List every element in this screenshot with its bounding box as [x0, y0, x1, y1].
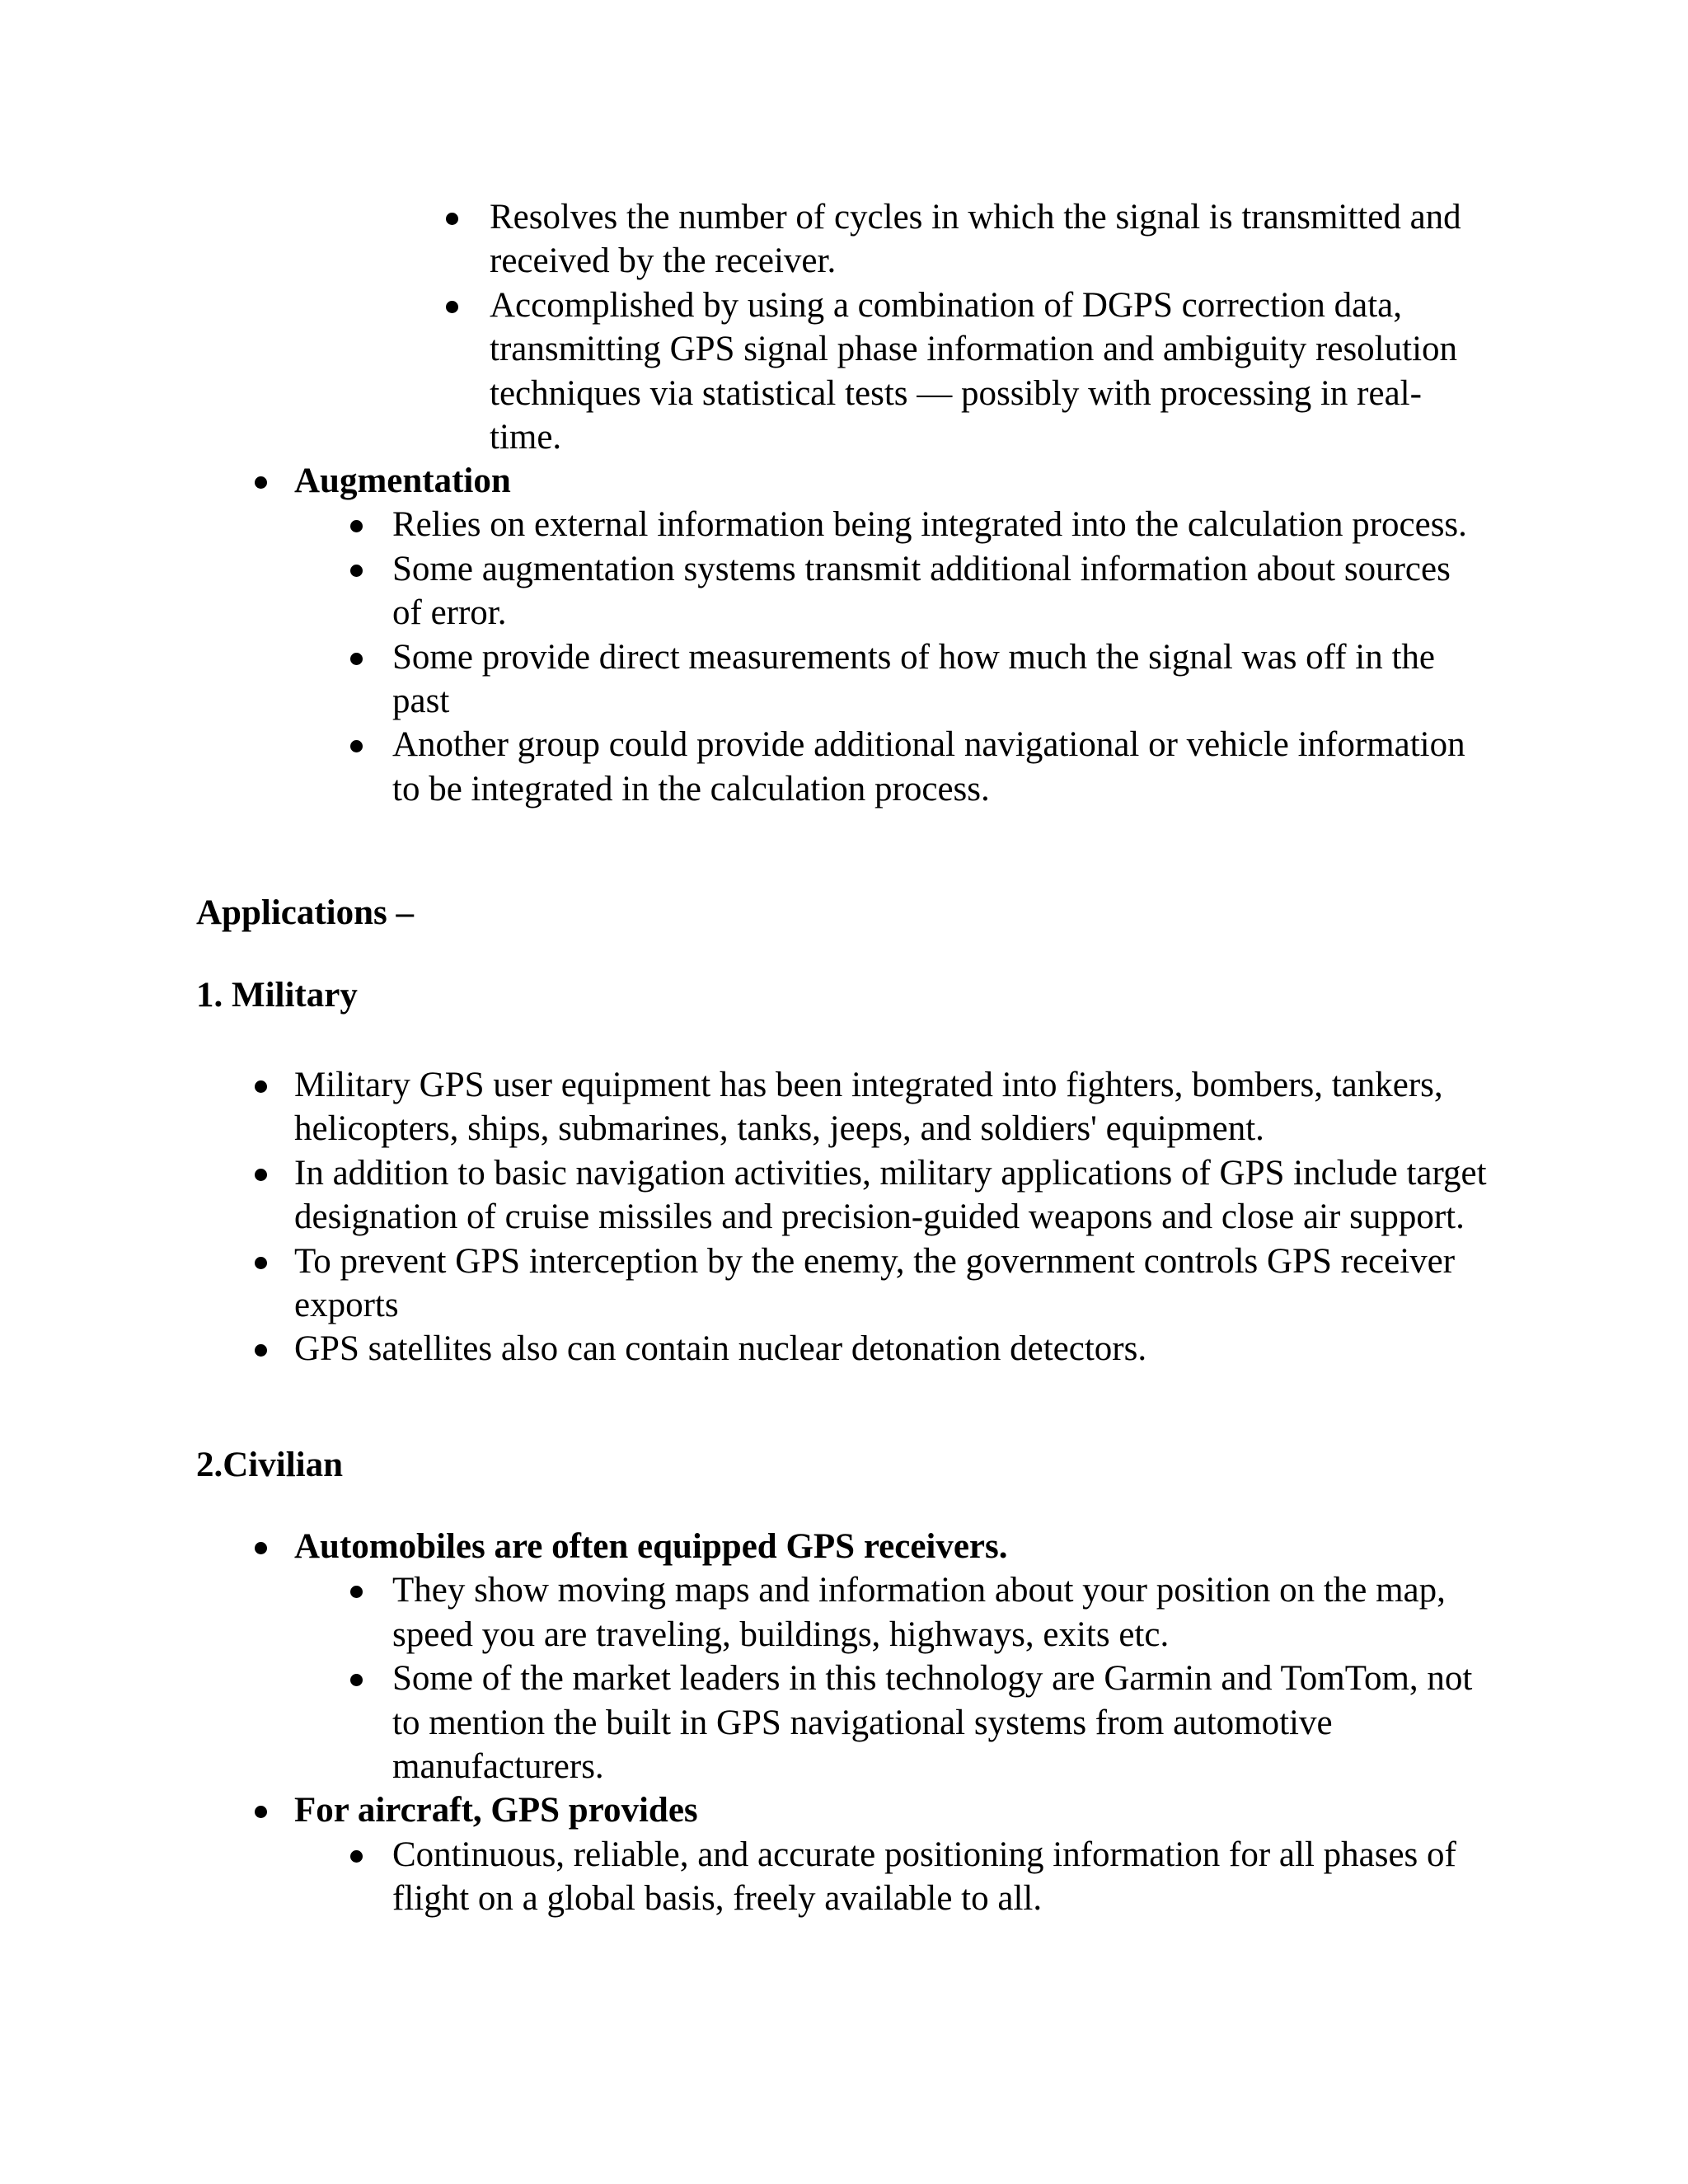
augmentation-section — [0, 459, 1531, 811]
list-item — [0, 1568, 1489, 1657]
bullet-icon — [350, 520, 363, 532]
bullet-icon — [255, 1257, 267, 1269]
list-item-text: Some provide direct measurements of how much the signal was off in the past — [392, 637, 1436, 721]
bullet-icon — [350, 565, 363, 577]
list-item-text: Military GPS user equipment has been integrated into fighters, bombers, tankers, helicopters, ships, submarines, tanks, jeeps, and soldiers' equipment. — [294, 1066, 1443, 1149]
bullet-icon — [350, 1674, 363, 1686]
bullet-icon — [350, 1586, 363, 1598]
bullet-icon — [255, 1344, 267, 1357]
list-item-text: Some augmentation systems transmit additional information about sources of error. — [392, 549, 1451, 633]
bullet-icon — [446, 213, 458, 225]
bullet-icon — [350, 740, 363, 752]
list-item-text: Some of the market leaders in this technology are Garmin and TomTom, not to mention the built in GPS navigational systems from automotive manufacturers. — [392, 1659, 1473, 1787]
list-item — [0, 1151, 1531, 1240]
list-item — [0, 1833, 1489, 1921]
list-item-text: Relies on external information being integrated into the calculation process. — [392, 505, 1467, 545]
bullet-icon — [255, 1169, 267, 1181]
bullet-icon — [350, 653, 363, 665]
military-list — [0, 1063, 1531, 1371]
list-item — [0, 1327, 1531, 1371]
list-item-text: Resolves the number of cycles in which the signal is transmitted and received by the receiver. — [490, 198, 1461, 281]
bullet-icon — [255, 1806, 267, 1818]
ambiguity-resolution-list — [0, 195, 1470, 459]
list-item-text: They show moving maps and information about your position on the map, speed you are traveling, buildings, highways, exits etc. — [392, 1571, 1446, 1654]
automobiles-title-item — [0, 1525, 1531, 1568]
applications-heading: Applications – — [196, 893, 415, 932]
list-item — [0, 503, 1489, 546]
bullet-icon — [255, 476, 267, 489]
list-item — [0, 547, 1489, 635]
list-item — [0, 1063, 1531, 1151]
list-item-text: To prevent GPS interception by the enemy, the government controls GPS receiver exports — [294, 1241, 1456, 1325]
list-item-text: In addition to basic navigation activities, military applications of GPS include target designation of cruise missiles and precision-guided weapons and close air support. — [294, 1153, 1487, 1237]
bullet-icon — [446, 301, 458, 313]
list-item-text: Accomplished by using a combination of DGPS correction data, transmitting GPS signal phase information and ambiguity resolution techniques via statistical tests — possibly with processing in real-time. — [490, 285, 1458, 457]
automobiles-title: Automobiles are often equipped GPS receivers. — [294, 1527, 1008, 1566]
bullet-icon — [255, 1080, 267, 1093]
bullet-icon — [350, 1850, 363, 1863]
list-item — [0, 1657, 1489, 1788]
civilian-heading: 2.Civilian — [196, 1446, 344, 1484]
civilian-list — [0, 1525, 1531, 1921]
military-heading: 1. Military — [196, 976, 358, 1015]
list-item-text: GPS satellites also can contain nuclear detonation detectors. — [294, 1329, 1147, 1369]
list-item — [0, 195, 1470, 284]
list-item — [0, 723, 1489, 811]
augmentation-title: Augmentation — [294, 462, 511, 500]
bullet-icon — [255, 1542, 267, 1554]
list-item — [0, 1240, 1531, 1328]
augmentation-title-item — [0, 459, 1531, 503]
aircraft-title: For aircraft, GPS provides — [294, 1791, 698, 1830]
list-item-text: Another group could provide additional navigational or vehicle information to be integrated in the calculation process. — [392, 725, 1465, 808]
list-item — [0, 284, 1470, 460]
list-item — [0, 635, 1489, 724]
aircraft-title-item — [0, 1788, 1531, 1832]
list-item-text: Continuous, reliable, and accurate positioning information for all phases of flight on a global basis, freely available to all. — [392, 1835, 1456, 1919]
